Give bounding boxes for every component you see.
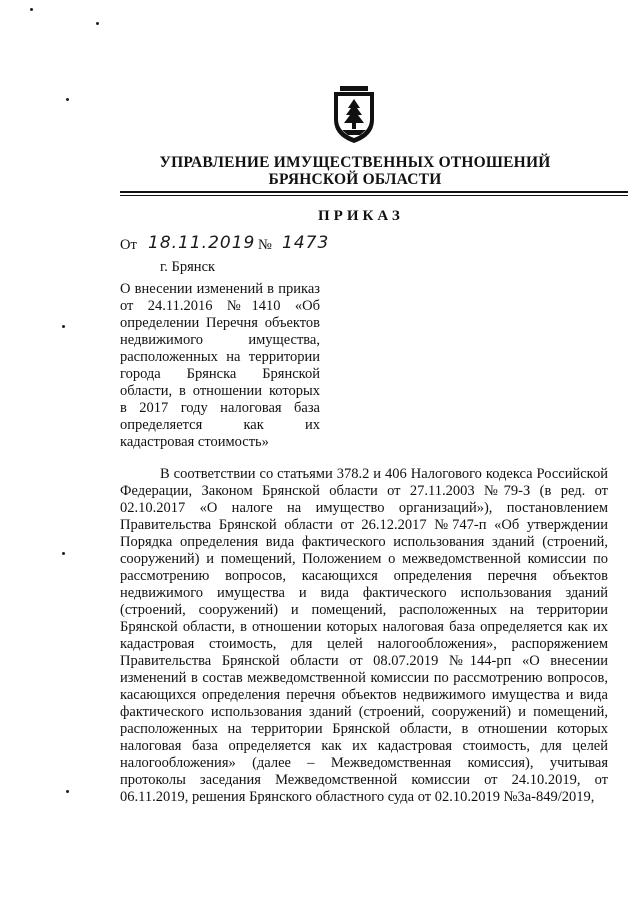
scan-speck xyxy=(30,8,33,11)
handwritten-number: 1473 xyxy=(282,233,330,253)
scan-speck xyxy=(62,552,65,555)
scan-speck xyxy=(66,790,69,793)
scan-speck xyxy=(62,325,65,328)
date-label: От xyxy=(120,237,137,253)
scan-speck xyxy=(66,98,69,101)
coat-of-arms-emblem xyxy=(330,86,378,144)
header-rule-bottom xyxy=(120,195,628,196)
organization-name-line2: БРЯНСКОЙ ОБЛАСТИ xyxy=(268,171,442,188)
organization-name-line1: УПРАВЛЕНИЕ ИМУЩЕСТВЕННЫХ ОТНОШЕНИЙ xyxy=(159,154,551,171)
header-rule-top xyxy=(120,191,628,193)
handwritten-date: 18.11.2019 xyxy=(148,233,256,253)
order-subject: О внесении изменений в приказ от 24.11.2016 №1410 «Об определении Перечня объектов недвижимого имущества, расположенных на территории города Брянска Брянской области, в отношении которых в 2017 году налоговая база определяется как их кадастровая стоимость» xyxy=(120,281,320,450)
city-label: г. Брянск xyxy=(160,259,216,275)
document-type-title: ПРИКАЗ xyxy=(318,208,404,224)
number-label: № xyxy=(258,237,272,253)
scan-speck xyxy=(96,22,99,25)
preamble-paragraph: В соответствии со статьями 378.2 и 406 Налогового кодекса Российской Федерации, Законом Брянской области от 27.11.2003 №79-З (в ред. от 02.10.2017 «О налоге на имущество организаций»), постановлением Правительства Брянской области от 26.12.2017 №747-п «Об утверждении Порядка определения вида фактического использования зданий (строений, сооружений) и помещений, Положением о межведомственной комиссии по рассмотрению вопросов, касающихся определения перечня объектов недвижимого имущества и вида фактического использования зданий (строений, сооружений) и помещений, расположенных на территории Брянской области, в отношении которых налоговая база определяется как их кадастровая стоимость, для целей налогообложения», распоряжением Правительства Брянской области от 08.07.2019 №144-рп «О внесении изменений в состав межведомственной комиссии по рассмотрению вопросов, касающихся определения перечня объектов недвижимого имущества и вида фактического использования зданий (строений, сооружений) и помещений, расположенных на территории Брянской области, в отношении которых налоговая база определяется как их кадастровая стоимость, для целей налогообложения» (далее – Межведомственная комиссия), учитывая протоколы заседания Межведомственной комиссии от 24.10.2019, от 06.11.2019, решения Брянского областного суда от 02.10.2019 №3а-849/2019, xyxy=(120,466,608,805)
